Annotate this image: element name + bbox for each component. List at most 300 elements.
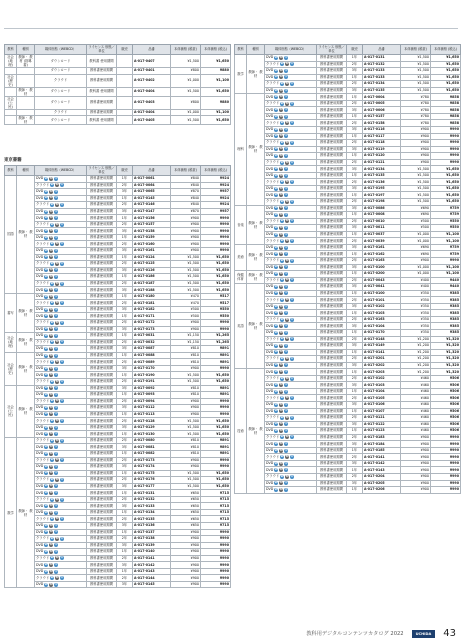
- price-tax-cell: ¥1,650: [201, 424, 231, 431]
- sale-cell: 1年: [347, 172, 363, 179]
- os-badge-icon: W: [44, 386, 48, 390]
- price-tax-cell: ¥1,650: [431, 179, 461, 186]
- product-code: A-017-0141: [363, 349, 401, 356]
- price-tax-cell: ¥990: [431, 140, 461, 147]
- sale-cell: 1年: [347, 388, 363, 395]
- price-cell: ¥350: [401, 316, 431, 323]
- os-badge-icon: W: [44, 209, 48, 213]
- format-label: DVD: [36, 209, 44, 213]
- column-header: 種別: [17, 166, 35, 176]
- column-header: 教科: [235, 45, 247, 55]
- sale-cell: 3年: [347, 146, 363, 153]
- os-badge-icon: C: [285, 428, 288, 432]
- license-cell: 教科書使用期間: [87, 287, 117, 294]
- subject-cell: 英語: [235, 284, 247, 369]
- kind-cell: 教師・ 教材: [18, 116, 33, 125]
- product-code: A-017-0102: [363, 375, 401, 382]
- license-cell: 教科書使用期間: [87, 477, 117, 484]
- format-label: DVD: [36, 503, 44, 508]
- product-code: A-017-0082: [133, 450, 171, 457]
- price-tax-cell: ¥1,100: [431, 238, 461, 245]
- os-badge-icon: C: [285, 127, 288, 131]
- price-cell: ¥900: [171, 536, 201, 543]
- os-badge-icon: C: [285, 68, 288, 72]
- os-badge-icon: W: [44, 484, 48, 488]
- os-badge-icon: M: [279, 68, 283, 72]
- product-code: A-017-0206: [363, 487, 401, 494]
- format-wrap: [36, 491, 85, 496]
- column-header: 媒体形態（WEBCD）: [35, 166, 87, 176]
- os-badge-icon: C: [291, 180, 294, 184]
- os-badge-icon: M: [279, 265, 283, 269]
- os-badge-icon: W: [274, 167, 278, 171]
- price-cell: ¥400: [401, 284, 431, 291]
- os-badge-icon: M: [285, 455, 289, 459]
- product-code: A-017-0175: [133, 470, 171, 477]
- table-row: [5, 87, 231, 96]
- os-badge-icon: C: [285, 350, 288, 354]
- format-wrap: [266, 370, 315, 375]
- format-label: DVD: [36, 333, 44, 338]
- price-tax-cell: ¥1,650: [201, 274, 231, 281]
- section-title: 東京書籍: [4, 158, 22, 163]
- os-badge-icon: C: [55, 386, 58, 390]
- os-badge-icon: C: [55, 373, 58, 377]
- product-code: A-017-0158: [363, 120, 401, 127]
- os-badge-icon: M: [285, 435, 289, 439]
- product-code: A-017-0131: [133, 490, 171, 497]
- os-badge-icon: W: [274, 448, 278, 452]
- os-badge-icon: M: [55, 497, 59, 501]
- price-tax-cell: ¥1,650: [431, 55, 461, 62]
- os-badge-icon: M: [279, 304, 283, 308]
- license-cell: 教科書使用期間: [317, 205, 347, 212]
- format-label: クラウド: [36, 379, 50, 384]
- price-tax-cell: ¥891: [201, 392, 231, 399]
- os-badge-icon: C: [61, 517, 64, 521]
- format-wrap: [266, 206, 315, 211]
- format-wrap: [266, 121, 315, 126]
- format-label: DVD: [266, 441, 274, 446]
- subject-cell: 理科: [235, 94, 247, 205]
- sale-cell: 1年: [347, 74, 363, 81]
- product-code: A-017-0180: [133, 293, 171, 300]
- os-badge-icon: W: [44, 530, 48, 534]
- kind-cell: 教師・ 教材: [247, 55, 265, 94]
- price-cell: ¥900: [171, 228, 201, 235]
- format-label: DVD: [266, 88, 274, 92]
- sale-cell: 1年: [347, 428, 363, 435]
- os-badge-icon: M: [279, 442, 283, 446]
- table-row: [5, 581, 231, 588]
- license-cell: 教科書使用期間: [317, 284, 347, 291]
- format-label: クラウド: [36, 320, 50, 325]
- product-code: A-017-0031: [133, 333, 171, 340]
- product-code: A-017-0032: [133, 339, 171, 346]
- os-badge-icon: C: [285, 409, 288, 413]
- os-badge-icon: W: [274, 428, 278, 432]
- price-cell: ¥900: [171, 575, 201, 582]
- os-badge-icon: C: [285, 389, 288, 393]
- license-cell: 教科書使用期間: [87, 306, 117, 313]
- os-badge-icon: W: [44, 333, 48, 337]
- os-badge-icon: C: [55, 563, 58, 567]
- os-badge-icon: C: [61, 399, 64, 403]
- price-cell: ¥810: [171, 450, 201, 457]
- os-badge-icon: C: [55, 333, 58, 337]
- format-label: クラウド: [36, 281, 50, 286]
- product-code: A-017-0116: [363, 127, 401, 134]
- license-cell: 教科書使用期間: [87, 320, 117, 327]
- os-badge-icon: M: [49, 294, 53, 298]
- sale-cell: 3年: [347, 323, 363, 330]
- price-tax-cell: ¥990: [201, 234, 231, 241]
- product-code: A-017-0190: [133, 372, 171, 379]
- price-tax-cell: ¥891: [201, 352, 231, 359]
- product-code: A-017-0145: [133, 581, 171, 588]
- price-tax-cell: ¥550: [201, 306, 231, 313]
- sale-cell: 2年: [347, 238, 363, 245]
- os-badge-icon: M: [279, 134, 283, 138]
- license-cell: 教科書使用期間: [87, 555, 117, 562]
- os-badge-icon: C: [285, 134, 288, 138]
- price-tax-cell: ¥880: [201, 96, 231, 109]
- sale-cell: 1年: [117, 450, 133, 457]
- price-tax-cell: ¥891: [201, 450, 231, 457]
- os-badge-icon: W: [280, 239, 284, 243]
- product-code: A-017-0146: [133, 202, 171, 209]
- format-label: DVD: [36, 366, 44, 371]
- format-label: DVD: [266, 408, 274, 413]
- price-tax-cell: ¥715: [201, 522, 231, 529]
- price-cell: ¥1,150: [171, 333, 201, 340]
- os-badge-icon: C: [55, 392, 58, 396]
- os-badge-icon: W: [274, 265, 278, 269]
- os-badge-icon: W: [274, 127, 278, 131]
- product-code: A-017-0404: [133, 109, 171, 116]
- kind-cell: 教師・ 教材: [17, 333, 35, 353]
- price-tax-cell: ¥891: [201, 444, 231, 451]
- sale-cell: 1年: [347, 192, 363, 199]
- product-code: A-017-0405: [133, 116, 171, 125]
- price-tax-cell: ¥1,650: [431, 199, 461, 206]
- sale-cell: 2年: [347, 218, 363, 225]
- format-label: DVD: [266, 114, 274, 119]
- license-cell: 教科書使用期間: [317, 323, 347, 330]
- format-wrap: [36, 536, 85, 541]
- os-badge-icon: M: [279, 402, 283, 406]
- os-badge-icon: C: [291, 81, 294, 85]
- format-label: DVD: [266, 186, 274, 191]
- license-cell: 教科書使用期間: [87, 280, 117, 287]
- format-label: DVD: [266, 55, 274, 60]
- os-badge-icon: C: [61, 281, 64, 285]
- column-header: 本体価格 (税込): [431, 45, 461, 55]
- os-badge-icon: C: [285, 324, 288, 328]
- sale-cell: 3年: [117, 385, 133, 392]
- price-tax-cell: ¥1,650: [201, 431, 231, 438]
- price-cell: ¥900: [171, 529, 201, 536]
- format-wrap: [36, 235, 85, 240]
- price-tax-cell: ¥1,650: [201, 87, 231, 96]
- os-badge-icon: W: [50, 556, 54, 560]
- os-badge-icon: W: [50, 576, 54, 580]
- product-code: A-017-0121: [363, 159, 401, 166]
- format-wrap: [266, 101, 315, 106]
- license-cell: 教科書使用期間: [317, 271, 347, 278]
- format-label: DVD: [36, 451, 44, 456]
- os-badge-icon: M: [55, 301, 59, 305]
- os-badge-icon: W: [280, 376, 284, 380]
- price-cell: ¥460: [401, 382, 431, 389]
- format-label: DVD: [36, 326, 44, 331]
- format-wrap: [36, 576, 85, 581]
- license-cell: 教科書使用期間: [87, 313, 117, 320]
- os-badge-icon: W: [44, 288, 48, 292]
- os-badge-icon: W: [274, 370, 278, 374]
- price-cell: ¥460: [401, 415, 431, 422]
- format-label: DVD: [266, 284, 274, 289]
- product-code: A-017-0011: [363, 225, 401, 232]
- format-label: DVD: [36, 490, 44, 495]
- subject-cell: [5, 87, 17, 96]
- os-badge-icon: M: [49, 432, 53, 436]
- license-cell: 教科書使用期間: [317, 81, 347, 88]
- license-cell: 教科書使用期間: [87, 529, 117, 536]
- product-code: A-017-0123: [363, 428, 401, 435]
- price-tax-cell: ¥1,650: [431, 166, 461, 173]
- price-cell: ¥810: [171, 352, 201, 359]
- product-code: A-017-0118: [363, 140, 401, 147]
- format-wrap: [36, 327, 85, 332]
- price-cell: ¥900: [401, 153, 431, 160]
- price-cell: ¥1,200: [401, 369, 431, 376]
- price-tax-cell: ¥990: [431, 127, 461, 134]
- price-cell: ¥1,000: [171, 109, 201, 116]
- format-wrap: [36, 274, 85, 279]
- format-label: クラウド: [266, 179, 280, 184]
- sale-cell: 2年: [347, 140, 363, 147]
- sale-cell: 3年: [117, 287, 133, 294]
- price-tax-cell: ¥1,650: [431, 68, 461, 75]
- page-number: 43: [443, 628, 456, 639]
- sale-cell: 2年: [117, 261, 133, 268]
- price-cell: ¥1,500: [171, 477, 201, 484]
- format-label: DVD: [36, 287, 44, 292]
- format-label: DVD: [266, 251, 274, 256]
- price-tax-cell: ¥957: [201, 208, 231, 215]
- os-badge-icon: W: [44, 327, 48, 331]
- price-cell: ¥500: [401, 225, 431, 232]
- format-label: DVD: [266, 362, 274, 367]
- product-code: A-017-0133: [133, 503, 171, 510]
- os-badge-icon: C: [55, 569, 58, 573]
- price-cell: ¥500: [401, 218, 431, 225]
- price-cell: ¥500: [171, 313, 201, 320]
- os-badge-icon: W: [280, 81, 284, 85]
- license-cell: 教科書 使用期間: [87, 116, 117, 125]
- license-cell: 教科書使用期間: [87, 575, 117, 582]
- sale-cell: 1年: [117, 372, 133, 379]
- format-wrap: [266, 245, 315, 250]
- price-tax-cell: ¥957: [201, 189, 231, 196]
- os-badge-icon: W: [274, 409, 278, 413]
- format-wrap: [266, 239, 315, 244]
- format-label: クラウド: [36, 575, 50, 580]
- price-cell: ¥900: [401, 140, 431, 147]
- column-header: 品番: [133, 45, 171, 55]
- product-code: A-017-0161: [133, 248, 171, 255]
- sale-cell: 3年: [347, 343, 363, 350]
- price-tax-cell: ¥858: [431, 113, 461, 120]
- format-label: DVD: [266, 421, 274, 426]
- os-badge-icon: M: [279, 114, 283, 118]
- price-tax-cell: ¥550: [431, 225, 461, 232]
- sale-cell: 1年: [347, 212, 363, 219]
- sale-cell: 1年: [117, 313, 133, 320]
- license-cell: 教科書使用期間: [87, 228, 117, 235]
- price-tax-cell: ¥759: [431, 205, 461, 212]
- product-code: A-017-0163: [363, 316, 401, 323]
- price-cell: ¥1,500: [171, 470, 201, 477]
- os-badge-icon: C: [55, 491, 58, 495]
- price-tax-cell: ¥550: [431, 218, 461, 225]
- license-cell: 教科書使用期間: [87, 339, 117, 346]
- price-tax-cell: ¥1,650: [201, 418, 231, 425]
- sale-cell: 3年: [117, 483, 133, 490]
- os-badge-icon: W: [50, 458, 54, 462]
- format-wrap: [266, 81, 315, 86]
- format-label: クラウド: [266, 356, 280, 361]
- product-code: A-017-0103: [363, 310, 401, 317]
- license-cell: 教科書使用期間: [87, 522, 117, 529]
- os-badge-icon: C: [291, 140, 294, 144]
- price-tax-cell: ¥1,650: [431, 87, 461, 94]
- format-wrap: [36, 517, 85, 522]
- os-badge-icon: C: [285, 225, 288, 229]
- os-badge-icon: W: [274, 134, 278, 138]
- format-label: DVD: [36, 248, 44, 253]
- format-label: DVD: [266, 480, 274, 485]
- format-label: DVD: [36, 464, 44, 469]
- os-badge-icon: C: [55, 274, 58, 278]
- price-tax-cell: ¥990: [201, 529, 231, 536]
- format-label: DVD: [266, 68, 274, 73]
- os-badge-icon: C: [285, 75, 288, 79]
- price-tax-cell: ¥924: [201, 176, 231, 183]
- product-code: A-017-0006: [363, 107, 401, 114]
- os-badge-icon: M: [49, 530, 53, 534]
- format-wrap: [266, 180, 315, 185]
- license-cell: 教科書使用期間: [317, 395, 347, 402]
- sale-cell: 2年: [347, 277, 363, 284]
- sale-cell: 2年: [347, 336, 363, 343]
- product-code: A-017-0133: [363, 68, 401, 75]
- license-cell: 教科書使用期間: [317, 316, 347, 323]
- os-badge-icon: M: [55, 419, 59, 422]
- license-cell: 教科書使用期間: [87, 176, 117, 183]
- os-badge-icon: C: [61, 222, 64, 226]
- os-badge-icon: M: [49, 569, 53, 573]
- price-tax-cell: ¥1,650: [201, 55, 231, 68]
- format-label: DVD: [266, 382, 274, 387]
- column-header: 教科: [5, 45, 17, 55]
- os-badge-icon: C: [285, 383, 288, 387]
- license-cell: 教科書使用期間: [87, 189, 117, 196]
- os-badge-icon: C: [55, 346, 58, 350]
- format-wrap: [266, 291, 315, 296]
- os-badge-icon: W: [280, 258, 284, 262]
- os-badge-icon: C: [61, 261, 64, 265]
- format-wrap: [266, 55, 315, 60]
- license-cell: 教科書使用期間: [317, 421, 347, 428]
- product-code: A-017-0041: [363, 284, 401, 291]
- os-badge-icon: W: [274, 95, 278, 99]
- license-cell: 教科書使用期間: [317, 356, 347, 363]
- product-code: A-017-0147: [133, 208, 171, 215]
- product-code: A-017-0088: [133, 352, 171, 359]
- price-tax-cell: ¥990: [201, 228, 231, 235]
- product-code: A-017-0404: [133, 87, 171, 96]
- sale-cell: 3年: [117, 267, 133, 274]
- os-badge-icon: C: [55, 412, 58, 416]
- license-cell: 教科書使用期間: [317, 87, 347, 94]
- format-wrap: [266, 356, 315, 361]
- price-cell: ¥780: [401, 113, 431, 120]
- license-cell: 教科書使用期間: [87, 450, 117, 457]
- license-cell: 教科書使用期間: [317, 238, 347, 245]
- product-code: A-017-0191: [133, 378, 171, 385]
- os-badge-icon: C: [55, 353, 58, 357]
- price-cell: ¥460: [401, 388, 431, 395]
- table-header-row: [235, 45, 461, 55]
- product-code: A-017-0039: [363, 238, 401, 245]
- price-tax-cell: ¥385: [431, 297, 461, 304]
- os-badge-icon: M: [55, 379, 59, 383]
- format-wrap: [36, 216, 85, 221]
- sale-cell: 3年: [347, 127, 363, 134]
- price-tax-cell: ¥506: [431, 388, 461, 395]
- price-cell: ¥810: [171, 444, 201, 451]
- price-tax-cell: ¥1,320: [431, 349, 461, 356]
- os-badge-icon: M: [279, 481, 283, 485]
- license-cell: 教科書使用期間: [87, 385, 117, 392]
- product-code: A-017-0100: [363, 290, 401, 297]
- price-cell: ¥1,500: [171, 287, 201, 294]
- license-cell: 教科書使用期間: [317, 369, 347, 376]
- os-badge-icon: M: [279, 428, 283, 432]
- license-cell: 教科書使用期間: [317, 375, 347, 382]
- os-badge-icon: W: [274, 75, 278, 79]
- kind-cell: [17, 96, 35, 109]
- os-badge-icon: C: [55, 209, 58, 213]
- sale-cell: 2年: [117, 477, 133, 484]
- format-label: DVD: [36, 510, 44, 515]
- format-label: DVD: [36, 431, 44, 436]
- os-badge-icon: C: [55, 523, 58, 527]
- price-cell: ¥460: [401, 395, 431, 402]
- os-badge-icon: M: [279, 350, 283, 354]
- sale-cell: 3年: [117, 464, 133, 471]
- price-tax-cell: ¥924: [201, 195, 231, 202]
- price-cell: ¥650: [171, 522, 201, 529]
- price-cell: ¥1,500: [171, 254, 201, 261]
- license-cell: 教科書使用期間: [317, 434, 347, 441]
- sale-cell: 2年: [347, 159, 363, 166]
- format-wrap: [266, 402, 315, 407]
- format-wrap: [266, 448, 315, 453]
- license-cell: 教科書使用期間: [87, 424, 117, 431]
